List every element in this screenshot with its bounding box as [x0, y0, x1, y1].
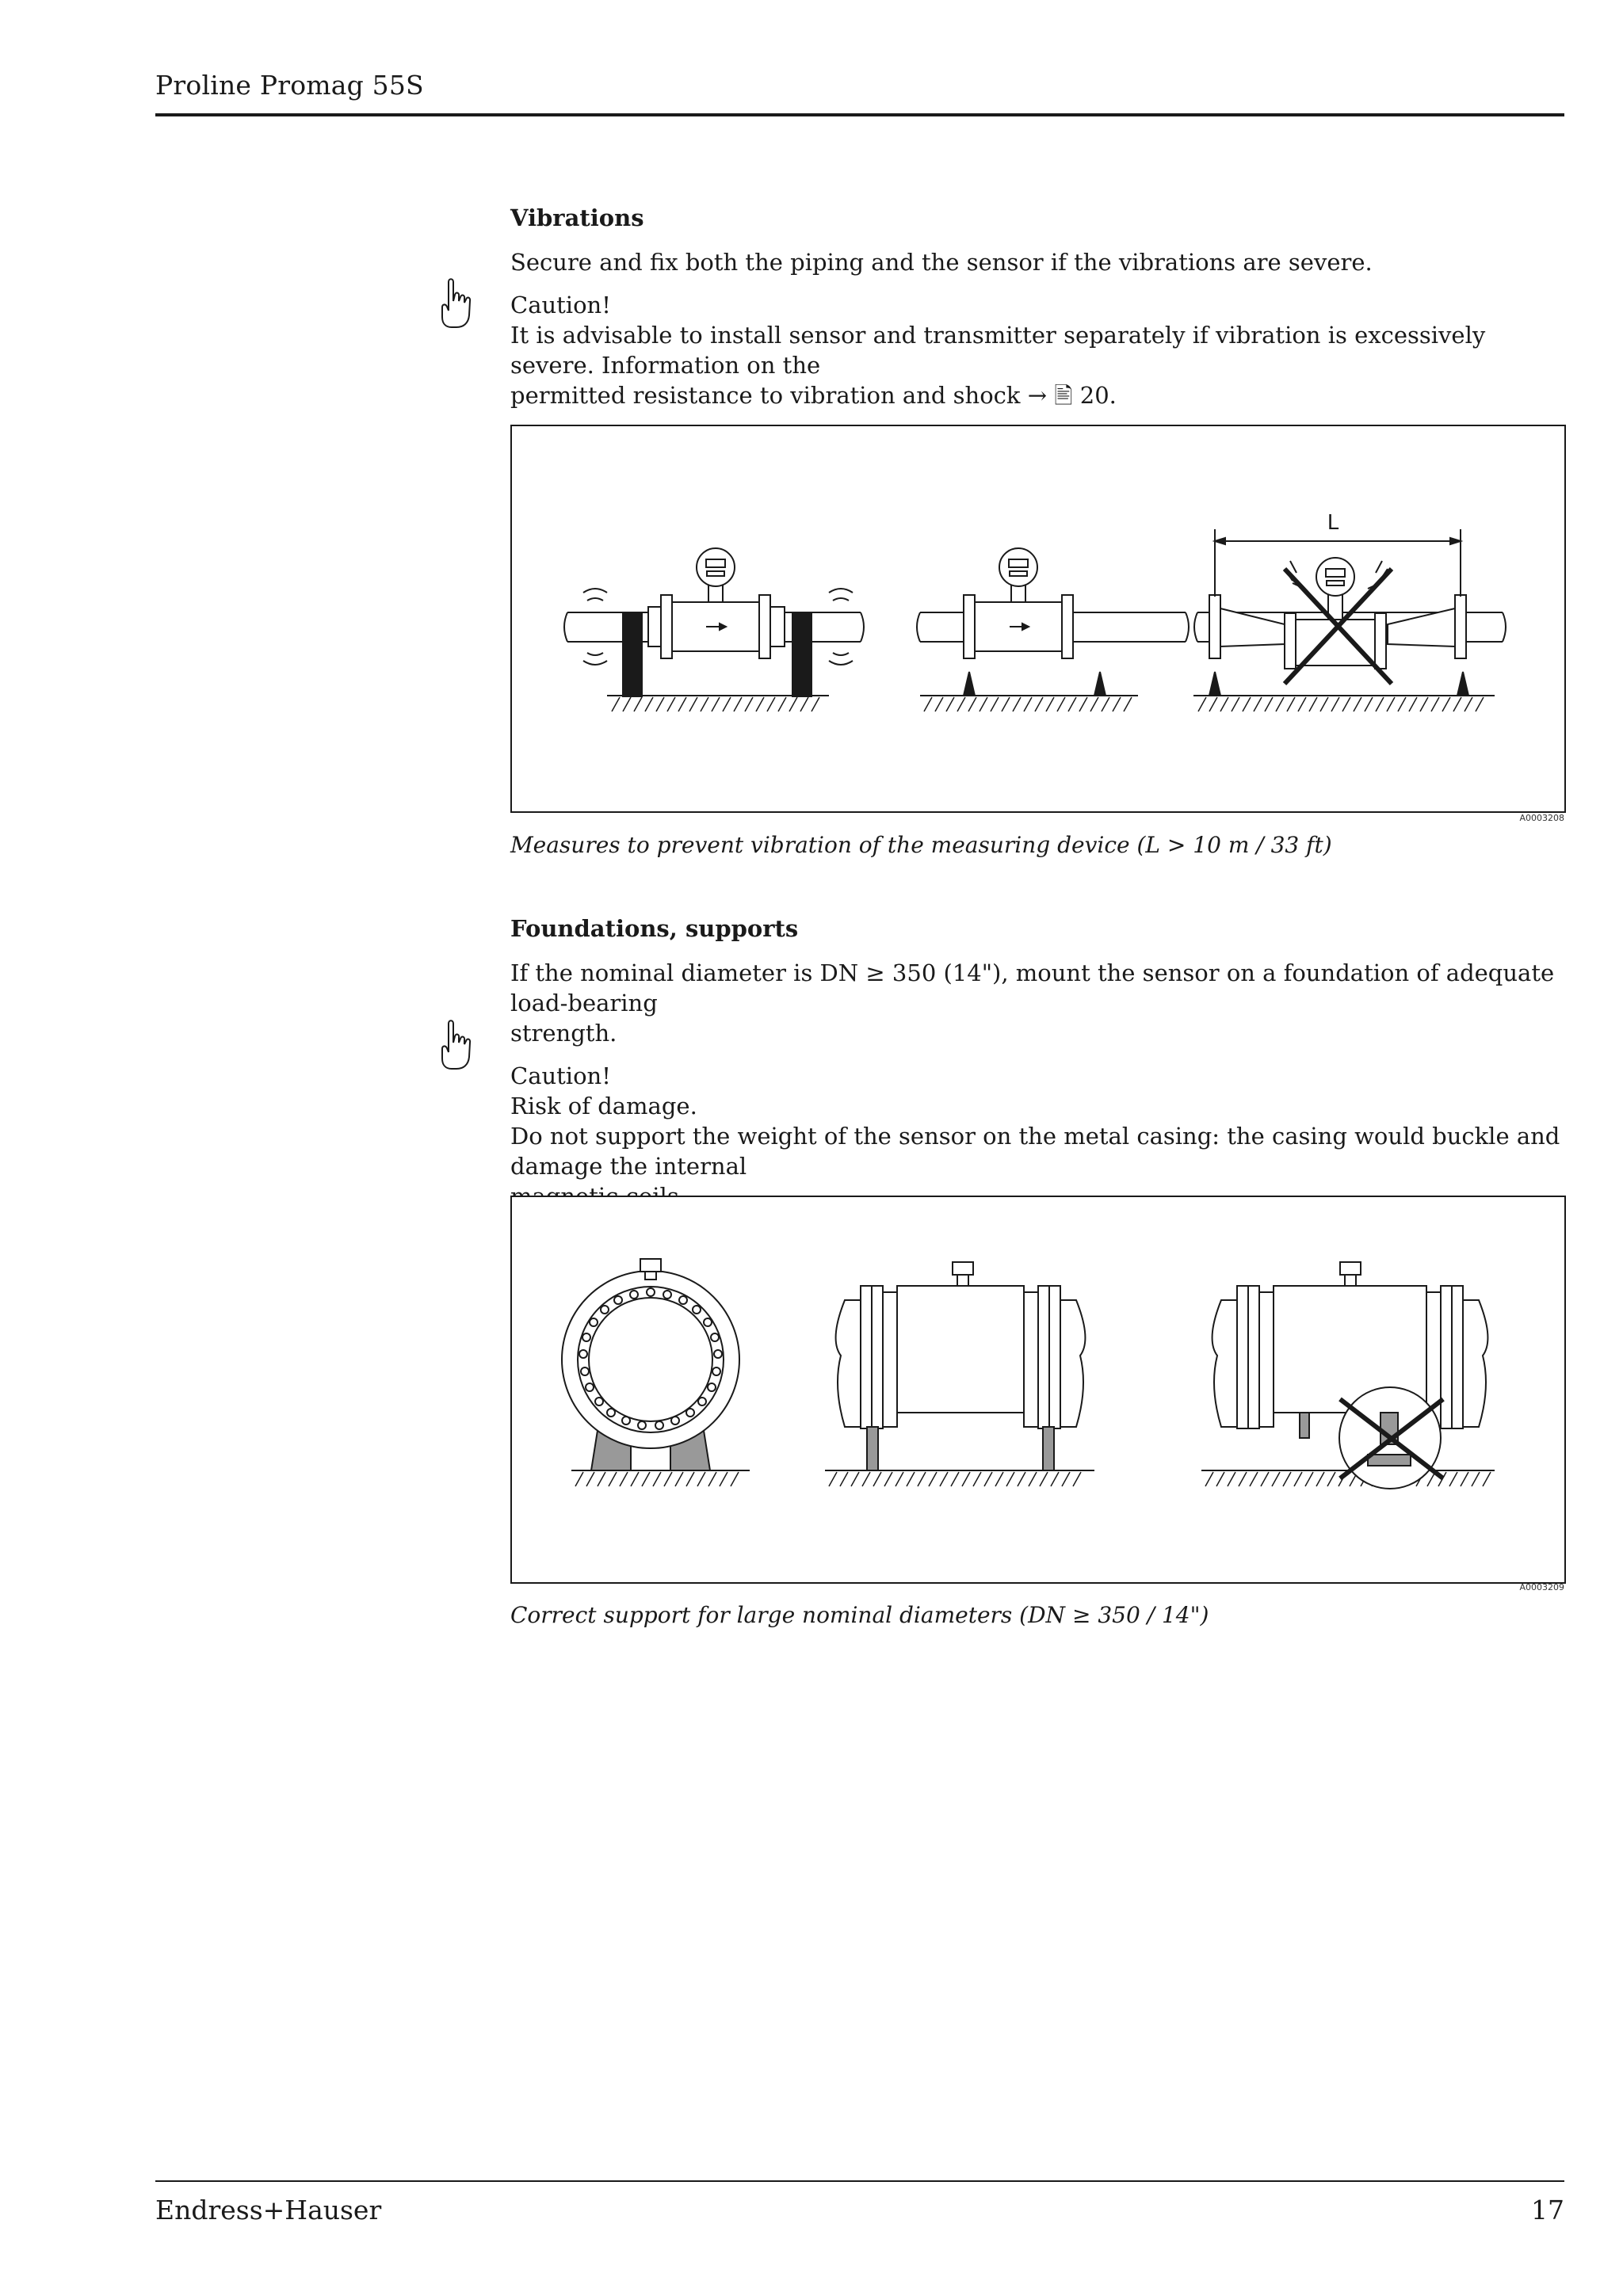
vibrations-caution-text-1: It is advisable to install sensor and transmitter separately if vibration is excessively severe. Information on the	[510, 322, 1486, 379]
vibrations-heading: Vibrations	[510, 204, 644, 231]
foundations-text-2: strength.	[510, 1020, 617, 1047]
support-figure	[510, 1196, 1566, 1584]
support-diagram	[512, 1197, 1564, 1582]
foundations-section	[510, 913, 1564, 1211]
footer-rule	[155, 2180, 1564, 2182]
running-header-title: Proline Promag 55S	[155, 70, 424, 101]
foundations-caution-text-1: Risk of damage.	[510, 1093, 697, 1119]
vibrations-text: Secure and fix both the piping and the sensor if the vibrations are severe.	[510, 249, 1373, 276]
pointing-hand-icon	[437, 277, 474, 333]
vibrations-section	[510, 203, 1564, 410]
pointing-hand-icon	[437, 1019, 474, 1074]
vibration-figure-caption: Measures to prevent vibration of the measuring device (L > 10 m / 33 ft)	[510, 832, 1332, 858]
foundations-caution-label: Caution!	[510, 1062, 611, 1089]
foundations-caution-text-2: Do not support the weight of the sensor on the metal casing: the casing would buckle and damage the internal	[510, 1123, 1560, 1180]
footer-company: Endress+Hauser	[155, 2195, 382, 2225]
vibration-figure	[510, 425, 1566, 813]
header-rule	[155, 113, 1564, 116]
figure-code: A0003208	[1519, 813, 1564, 823]
vibrations-caution-text-2: permitted resistance to vibration and shock → 🖹 20.	[510, 382, 1117, 409]
foundations-text-1: If the nominal diameter is DN ≥ 350 (14"), mount the sensor on a foundation of adequate load-bearing	[510, 959, 1555, 1016]
foundations-heading: Foundations, supports	[510, 915, 799, 942]
support-figure-caption: Correct support for large nominal diameters (DN ≥ 350 / 14")	[510, 1602, 1209, 1628]
vibration-diagram	[512, 426, 1564, 811]
page-number: 17	[1531, 2195, 1564, 2225]
vibrations-caution-label: Caution!	[510, 292, 611, 318]
dimension-label: L	[1327, 511, 1339, 535]
figure-code: A0003209	[1519, 1582, 1564, 1592]
